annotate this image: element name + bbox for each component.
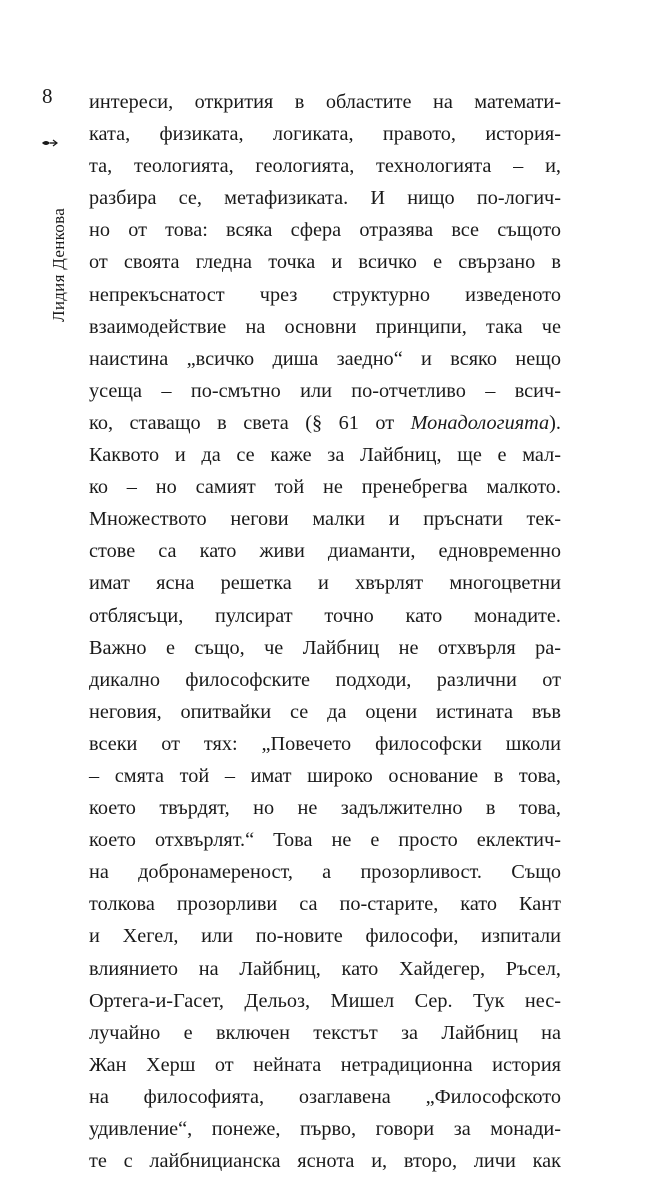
text-line xyxy=(89,471,561,503)
text-segment: Каквото и да се каже за Лайбниц, ще е мал- xyxy=(89,444,561,467)
text-segment: – смята той – имат широко основание в това, xyxy=(89,764,561,787)
text-line xyxy=(89,953,561,985)
text-segment: имат ясна решетка и хвърлят многоцветни xyxy=(89,572,561,595)
italic-title: Монадологията xyxy=(410,411,550,434)
text-line xyxy=(89,792,561,824)
fleuron-icon xyxy=(40,138,58,148)
text-segment: на философията, озаглавена „Философското xyxy=(89,1085,561,1108)
text-line xyxy=(89,664,561,696)
text-line xyxy=(89,1145,561,1177)
text-segment: но от това: всяка сфера отразява все същото xyxy=(89,219,561,242)
text-segment: дикално философските подходи, различни от xyxy=(89,668,561,691)
text-line xyxy=(89,86,561,118)
text-line xyxy=(89,407,561,439)
text-segment: всеки от тях: „Повечето философски школи xyxy=(89,732,561,755)
text-segment: та, теологията, геологията, технологията – и, xyxy=(89,155,561,178)
text-line xyxy=(89,985,561,1017)
text-segment: което отхвърлят.“ Това не е просто еклектич- xyxy=(89,829,561,852)
text-segment: ко – но самият той не пренебрегва малкото. xyxy=(89,476,561,499)
text-line xyxy=(89,503,561,535)
text-segment: Ортега-и-Гасет, Дельоз, Мишел Сер. Тук нес- xyxy=(89,989,561,1012)
text-line xyxy=(89,1113,561,1145)
body-text xyxy=(89,86,561,1177)
text-segment: ко, ставащо в света (§ 61 от xyxy=(89,411,411,434)
text-segment: удивление“, понеже, първо, говори за монади- xyxy=(89,1118,561,1140)
text-segment: ката, физиката, логиката, правото, история- xyxy=(89,123,561,146)
text-line xyxy=(89,246,561,278)
text-line xyxy=(89,439,561,471)
text-line xyxy=(89,375,561,407)
text-segment: лучайно е включен текстът за Лайбниц на xyxy=(89,1021,561,1044)
text-line xyxy=(89,824,561,856)
text-segment: наистина „всичко диша заедно“ и всяко нещо xyxy=(89,347,561,370)
text-line xyxy=(89,182,561,214)
text-line xyxy=(89,856,561,888)
text-segment: разбира се, метафизиката. И нищо по-логич- xyxy=(89,187,561,210)
text-line xyxy=(89,279,561,311)
text-segment: влиянието на Лайбниц, като Хайдегер, Ръсел, xyxy=(89,957,561,980)
text-line xyxy=(89,567,561,599)
text-segment: непрекъснатост чрез структурно изведеното xyxy=(89,283,561,306)
text-line xyxy=(89,343,561,375)
text-line xyxy=(89,150,561,182)
text-segment: интереси, открития в областите на математи- xyxy=(89,91,561,113)
text-segment: ). xyxy=(549,411,561,434)
text-line xyxy=(89,696,561,728)
text-segment: усеща – по-смътно или по-отчетливо – всич- xyxy=(89,379,561,402)
page-number: 8 xyxy=(42,84,53,108)
text-line xyxy=(89,632,561,664)
text-line xyxy=(89,214,561,246)
text-segment: взаимодействие на основни принципи, така че xyxy=(89,315,561,338)
text-segment: което твърдят, но не задължително в това, xyxy=(89,797,561,820)
text-segment: стове са като живи диаманти, едновременно xyxy=(89,540,561,563)
text-segment: Важно е също, че Лайбниц не отхвърля ра- xyxy=(89,636,561,659)
text-segment: на добронамереност, а прозорливост. Също xyxy=(89,861,561,884)
running-head xyxy=(28,130,70,320)
text-line xyxy=(89,118,561,150)
text-line xyxy=(89,728,561,760)
text-line xyxy=(89,1017,561,1049)
text-segment: толкова прозорливи са по-старите, като Кант xyxy=(89,893,561,916)
text-segment: неговия, опитвайки се да оцени истината във xyxy=(89,700,561,723)
running-head-author: Лидия Денкова xyxy=(49,207,68,322)
text-line xyxy=(89,311,561,343)
text-segment: Множеството негови малки и пръснати тек- xyxy=(89,508,561,531)
text-line xyxy=(89,1049,561,1081)
text-segment: те с лайбницианска яснота и, второ, личи как xyxy=(89,1150,561,1173)
text-segment: отблясъци, пулсират точно като монадите. xyxy=(89,604,561,627)
text-line xyxy=(89,1081,561,1113)
text-line xyxy=(89,920,561,952)
text-line xyxy=(89,600,561,632)
text-segment: Жан Херш от нейната нетрадиционна история xyxy=(89,1053,561,1076)
text-line xyxy=(89,535,561,567)
text-segment: и Хегел, или по-новите философи, изпитали xyxy=(89,925,561,948)
text-line xyxy=(89,760,561,792)
text-segment: от своята гледна точка и всичко е свързано в xyxy=(89,251,561,274)
text-line xyxy=(89,888,561,920)
